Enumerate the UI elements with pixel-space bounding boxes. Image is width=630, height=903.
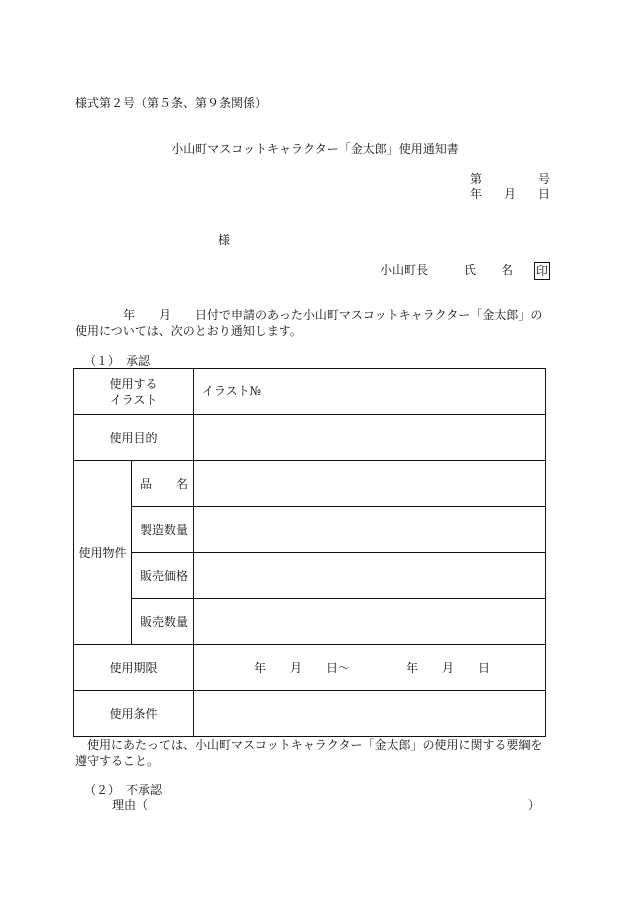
table-row-illustration <box>74 369 546 415</box>
table-row-period <box>74 645 546 691</box>
illustration-value: イラスト№ <box>194 369 546 415</box>
section-rejection-heading: （２） 不承認 <box>84 783 163 797</box>
seal-mark: 印 <box>536 264 549 278</box>
period-label: 使用期限 <box>74 645 194 691</box>
body-indent <box>75 308 123 322</box>
table-row-quantity <box>74 507 546 553</box>
conditions-label: 使用条件 <box>74 691 194 737</box>
body-text: 年 月 日付で申請のあった小山町マスコットキャラクター「金太郎」の使用については、次のとおり通知します。 <box>75 308 543 338</box>
doc-no-suffix: 号 <box>537 172 550 186</box>
sender-name-1: 氏 <box>464 263 477 277</box>
approval-table <box>73 368 546 737</box>
document-date <box>470 186 550 202</box>
illustration-label-line2: イラスト <box>109 392 158 407</box>
period-value <box>194 645 546 691</box>
price-label: 販売価格 <box>132 553 194 599</box>
doc-no-prefix: 第 <box>470 172 483 186</box>
sender-title: 小山町長 <box>380 263 429 277</box>
period-start-year: 年 <box>254 660 267 675</box>
reason-close: ） <box>527 798 540 812</box>
date-day: 日 <box>537 187 550 201</box>
sales-quantity-label: 販売数量 <box>132 599 194 645</box>
form-number: 様式第２号（第５条、第９条関係） <box>75 96 268 110</box>
sales-quantity-value <box>194 599 546 645</box>
period-end-month: 月 <box>442 660 455 675</box>
date-month: 月 <box>503 187 516 201</box>
table-row-sales-quantity <box>74 599 546 645</box>
reason-open: 理由（ <box>112 798 149 812</box>
quantity-label: 製造数量 <box>132 507 194 553</box>
table-row-item-name <box>74 461 546 507</box>
period-end-day: 日 <box>478 660 491 675</box>
goods-label: 使用物件 <box>74 461 132 645</box>
rejection-reason <box>112 797 540 813</box>
period-start-month: 月 <box>290 660 303 675</box>
date-year: 年 <box>470 187 483 201</box>
quantity-value <box>194 507 546 553</box>
table-row-purpose <box>74 415 546 461</box>
conditions-value <box>194 691 546 737</box>
usage-note: 使用にあたっては、小山町マスコットキャラクター「金太郎」の使用に関する要綱を遵守すること。 <box>75 738 543 768</box>
period-start-day: 日～ <box>326 660 351 675</box>
table-row-conditions <box>74 691 546 737</box>
document-number <box>470 171 550 187</box>
purpose-label: 使用目的 <box>74 415 194 461</box>
addressee: 様 <box>218 233 231 247</box>
purpose-value <box>194 415 546 461</box>
document-title: 小山町マスコットキャラクター「金太郎」使用通知書 <box>171 142 459 156</box>
section-approval-heading: （１） 承認 <box>84 354 151 368</box>
item-name-label: 品 名 <box>132 461 194 507</box>
illustration-label-line1: 使用する <box>109 376 158 391</box>
table-row-price <box>74 553 546 599</box>
illustration-label <box>74 369 194 415</box>
notice-body <box>75 307 553 339</box>
item-name-value <box>194 461 546 507</box>
price-value <box>194 553 546 599</box>
sender-name-2: 名 <box>501 263 514 277</box>
period-end-year: 年 <box>406 660 419 675</box>
